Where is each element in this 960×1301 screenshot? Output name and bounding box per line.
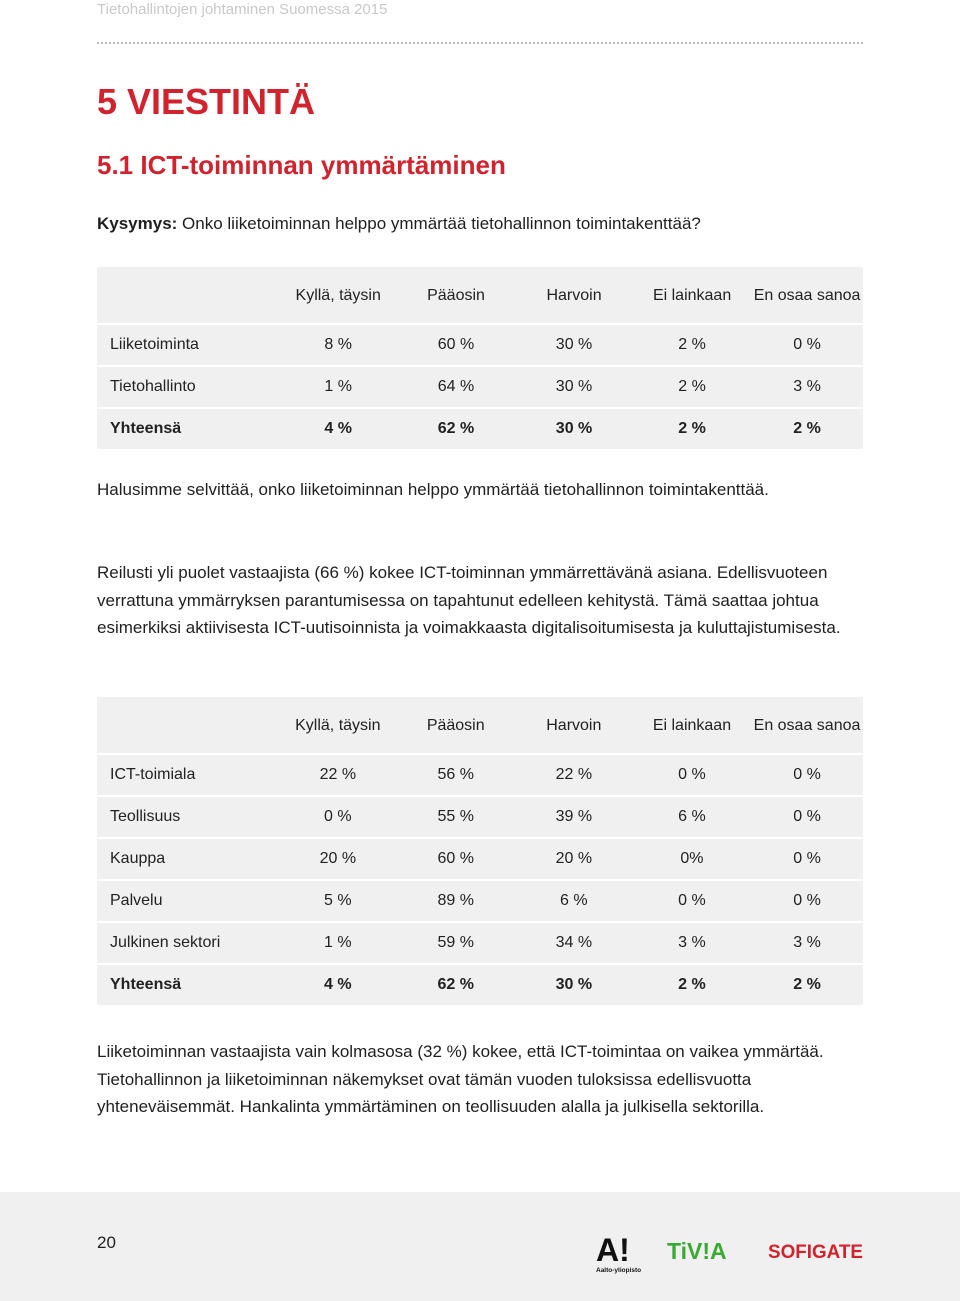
row-label: ICT-toimiala <box>97 755 279 795</box>
table-cell: 60 % <box>397 839 515 879</box>
table-cell: 64 % <box>397 367 515 407</box>
table-cell: 30 % <box>515 965 633 1005</box>
body-paragraph-findings: Reilusti yli puolet vastaajista (66 %) kokee ICT-toiminnan ymmärrettävänä asiana. Edellisvuoteen verrattuna ymmärryksen parantumisessa on tapahtunut edelleen kehitystä. Tämä saattaa johtua esimerkiksi aktiivisesta ICT-uutisoinnista ja voimakkaasta digitalisoitumisesta ja kuluttajistumisesta. <box>97 563 841 637</box>
column-header-rarely: Harvoin <box>515 697 633 753</box>
column-header-rarely: Harvoin <box>515 267 633 323</box>
tivia-logo <box>667 1238 741 1262</box>
table-row <box>97 923 863 963</box>
table-cell: 2 % <box>751 965 863 1005</box>
sofigate-logo <box>768 1238 864 1262</box>
results-table-by-role <box>97 265 863 451</box>
row-label: Teollisuus <box>97 797 279 837</box>
page-number: 20 <box>97 1233 116 1252</box>
row-label: Kauppa <box>97 839 279 879</box>
table-cell: 0 % <box>633 881 751 921</box>
table-header-row <box>97 697 863 753</box>
table-row <box>97 325 863 365</box>
column-header-yes-fully: Kyllä, täysin <box>279 697 397 753</box>
table-cell: 2 % <box>633 409 751 449</box>
aalto-logo-mark: A! <box>596 1234 630 1268</box>
table-cell: 3 % <box>751 367 863 407</box>
table-cell: 0 % <box>633 755 751 795</box>
table-cell: 3 % <box>633 923 751 963</box>
table-row <box>97 797 863 837</box>
table-cell: 4 % <box>279 965 397 1005</box>
aalto-logo-caption: Aalto-yliopisto <box>596 1267 642 1274</box>
column-header-not-at-all: Ei lainkaan <box>633 697 751 753</box>
table-total-row <box>97 965 863 1005</box>
results-table-by-industry <box>97 695 863 1007</box>
table-cell: 39 % <box>515 797 633 837</box>
section-title: 5.1 ICT-toiminnan ymmärtäminen <box>97 150 506 180</box>
table-total-row <box>97 409 863 449</box>
table-cell: 0% <box>633 839 751 879</box>
question-text: Onko liiketoiminnan helppo ymmärtää tietohallinnon toimintakenttää? <box>177 214 701 233</box>
column-header-blank <box>97 267 279 323</box>
table-cell: 62 % <box>397 965 515 1005</box>
chapter-title: 5 VIESTINTÄ <box>97 81 316 122</box>
table-cell: 22 % <box>279 755 397 795</box>
table-cell: 3 % <box>751 923 863 963</box>
column-header-blank <box>97 697 279 753</box>
column-header-mostly: Pääosin <box>397 697 515 753</box>
table-cell: 30 % <box>515 367 633 407</box>
table-cell: 89 % <box>397 881 515 921</box>
header-divider <box>97 42 863 44</box>
table-cell: 20 % <box>515 839 633 879</box>
row-label: Yhteensä <box>97 965 279 1005</box>
column-header-cannot-say: En osaa sanoa <box>751 697 863 753</box>
question <box>97 212 701 236</box>
body-paragraph-conclusion: Liiketoiminnan vastaajista vain kolmasosa (32 %) kokee, että ICT-toimintaa on vaikea ymmärtää. Tietohallinnon ja liiketoiminnan näkemykset ovat tämän vuoden tuloksissa edellisvuotta yhteneväisemmät. Hankalinta ymmärtäminen on teollisuuden alalla ja julkisella sektorilla. <box>97 1042 824 1116</box>
table-cell: 34 % <box>515 923 633 963</box>
table-cell: 1 % <box>279 923 397 963</box>
table-cell: 0 % <box>279 797 397 837</box>
table-cell: 55 % <box>397 797 515 837</box>
row-label: Liiketoiminta <box>97 325 279 365</box>
row-label: Palvelu <box>97 881 279 921</box>
table-cell: 6 % <box>515 881 633 921</box>
table-cell: 0 % <box>751 797 863 837</box>
column-header-cannot-say: En osaa sanoa <box>751 267 863 323</box>
table-cell: 30 % <box>515 325 633 365</box>
table-header-row <box>97 267 863 323</box>
question-label: Kysymys: <box>97 214 178 233</box>
table-cell: 56 % <box>397 755 515 795</box>
table-row <box>97 367 863 407</box>
table-cell: 2 % <box>633 965 751 1005</box>
table-cell: 30 % <box>515 409 633 449</box>
table-cell: 0 % <box>751 881 863 921</box>
body-paragraph-intro: Halusimme selvittää, onko liiketoiminnan helppo ymmärtää tietohallinnon toimintakenttää. <box>97 480 769 499</box>
table-cell: 59 % <box>397 923 515 963</box>
table-row <box>97 755 863 795</box>
aalto-university-logo <box>596 1234 646 1274</box>
table-cell: 6 % <box>633 797 751 837</box>
table-row <box>97 881 863 921</box>
table-cell: 1 % <box>279 367 397 407</box>
row-label: Julkinen sektori <box>97 923 279 963</box>
column-header-yes-fully: Kyllä, täysin <box>279 267 397 323</box>
sofigate-logo-text: SOFIGATE <box>768 1242 863 1262</box>
column-header-not-at-all: Ei lainkaan <box>633 267 751 323</box>
table-cell: 20 % <box>279 839 397 879</box>
table-cell: 8 % <box>279 325 397 365</box>
table-cell: 0 % <box>751 325 863 365</box>
table-cell: 0 % <box>751 755 863 795</box>
tivia-logo-text: TiV!A <box>667 1238 727 1262</box>
row-label: Yhteensä <box>97 409 279 449</box>
table-cell: 5 % <box>279 881 397 921</box>
row-label: Tietohallinto <box>97 367 279 407</box>
table-row <box>97 839 863 879</box>
running-header: Tietohallintojen johtaminen Suomessa 2015 <box>97 1 388 18</box>
table-cell: 0 % <box>751 839 863 879</box>
table-cell: 2 % <box>633 367 751 407</box>
table-cell: 62 % <box>397 409 515 449</box>
table-cell: 60 % <box>397 325 515 365</box>
table-cell: 2 % <box>633 325 751 365</box>
table-cell: 22 % <box>515 755 633 795</box>
column-header-mostly: Pääosin <box>397 267 515 323</box>
table-cell: 2 % <box>751 409 863 449</box>
table-cell: 4 % <box>279 409 397 449</box>
